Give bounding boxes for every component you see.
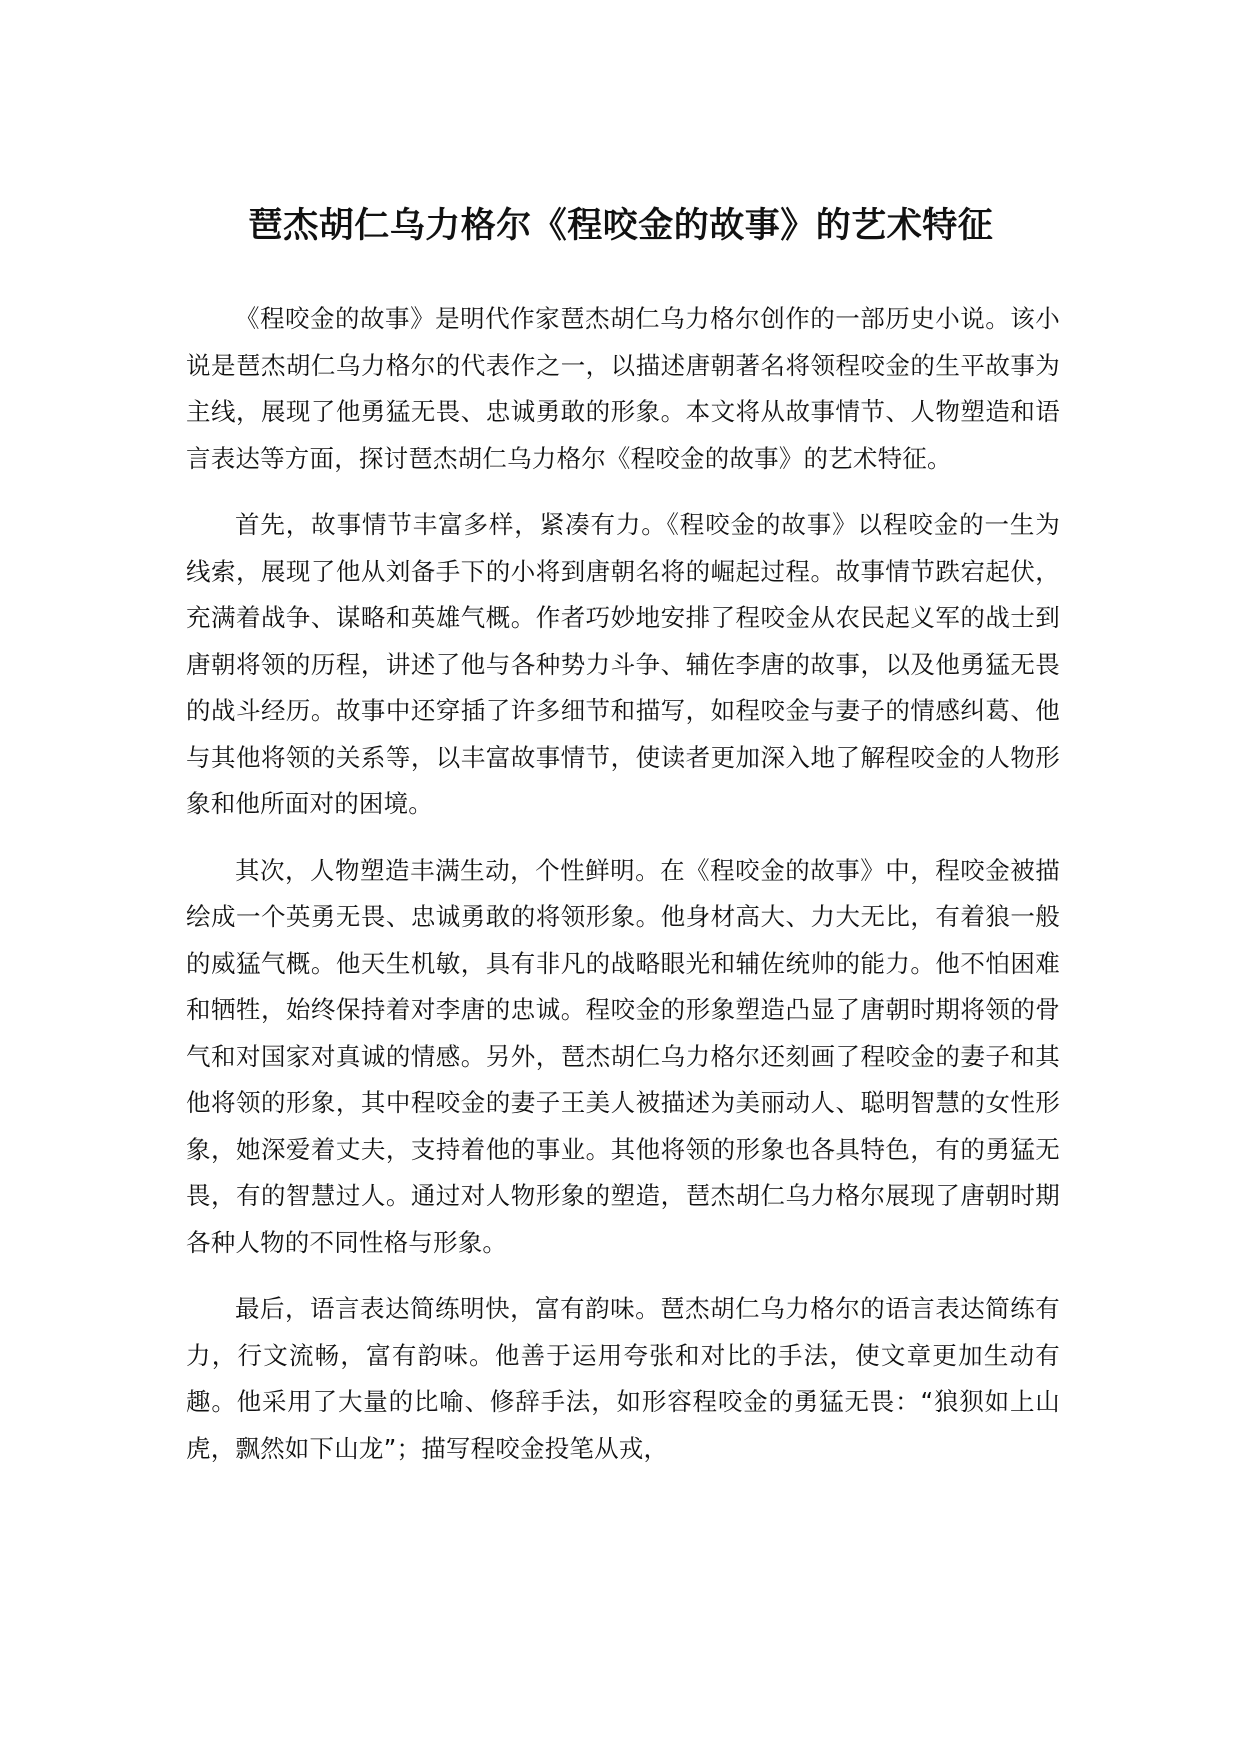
paragraph-intro: 《程咬金的故事》是明代作家琶杰胡仁乌力格尔创作的一部历史小说。该小说是琶杰胡仁乌力格尔的代表作之一，以描述唐朝著名将领程咬金的生平故事为主线，展现了他勇猛无畏、忠诚勇敢的形象。本文将从故事情节、人物塑造和语言表达等方面，探讨琶杰胡仁乌力格尔《程咬金的故事》的艺术特征。 [186, 304, 1060, 473]
paragraph-characters: 其次，人物塑造丰满生动，个性鲜明。在《程咬金的故事》中，程咬金被描绘成一个英勇无畏、忠诚勇敢的将领形象。他身材高大、力大无比，有着狼一般的威猛气概。他天生机敏，具有非凡的战略眼光和辅佐统帅的能力。他不怕困难和牺牲，始终保持着对李唐的忠诚。程咬金的形象塑造凸显了唐朝时期将领的骨气和对国家对真诚的情感。另外，琶杰胡仁乌力格尔还刻画了程咬金的妻子和其他将领的形象，其中程咬金的妻子王美人被描述为美丽动人、聪明智慧的女性形象，她深爱着丈夫，支持着他的事业。其他将领的形象也各具特色，有的勇猛无畏，有的智慧过人。通过对人物形象的塑造，琶杰胡仁乌力格尔展现了唐朝时期各种人物的不同性格与形象。 [186, 855, 1060, 1257]
document-title: 琶杰胡仁乌力格尔《程咬金的故事》的艺术特征 [247, 206, 994, 247]
paragraph-plot: 首先，故事情节丰富多样，紧凑有力。《程咬金的故事》以程咬金的一生为线索，展现了他从刘备手下的小将到唐朝名将的崛起过程。故事情节跌宕起伏，充满着战争、谋略和英雄气概。作者巧妙地安排了程咬金从农民起义军的战士到唐朝将领的历程，讲述了他与各种势力斗争、辅佐李唐的故事，以及他勇猛无畏的战斗经历。故事中还穿插了许多细节和描写，如程咬金与妻子的情感纠葛、他与其他将领的关系等，以丰富故事情节，使读者更加深入地了解程咬金的人物形象和他所面对的困境。 [186, 510, 1060, 818]
paragraph-language: 最后，语言表达简练明快，富有韵味。琶杰胡仁乌力格尔的语言表达简练有力，行文流畅，富有韵味。他善于运用夸张和对比的手法，使文章更加生动有趣。他采用了大量的比喻、修辞手法，如形容程咬金的勇猛无畏：“狼狈如上山虎，飘然如下山龙”；描写程咬金投笔从戎， [186, 1294, 1060, 1463]
document-body [186, 296, 1060, 1492]
